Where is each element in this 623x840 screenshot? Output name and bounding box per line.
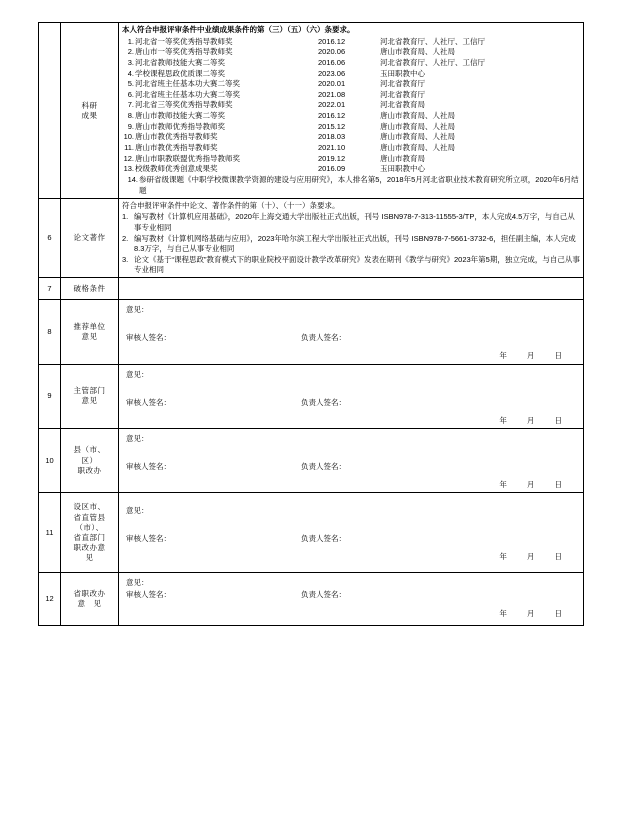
achievement-index: 14. — [127, 174, 138, 184]
achievement-name: 河北省教师技能大赛二等奖 — [135, 57, 225, 67]
achievement-item — [122, 58, 580, 69]
row-label-supervising-dept — [61, 364, 119, 428]
achievement-text: 参研省级课题《中职学校微课教学资源的建设与应用研究》，本人排名第5，2018年5月河北省职业技术教育研究所立项，2020年6月结题 — [139, 174, 579, 195]
row-label-city-office — [61, 493, 119, 573]
signature-block-province-office — [119, 573, 584, 626]
achievement-name: 学校课程思政优质课二等奖 — [135, 68, 225, 78]
date-year: 年 — [499, 351, 507, 361]
paper-item — [122, 212, 580, 232]
row-number-recommend-unit: 8 — [39, 300, 61, 364]
achievement-name: 唐山市职教联盟优秀指导教师奖 — [135, 153, 240, 163]
row-label-recommend-unit — [61, 300, 119, 364]
achievement-name: 唐山市教师技能大赛二等奖 — [135, 111, 225, 121]
achievement-index: 2. — [127, 47, 134, 57]
achievement-item — [122, 79, 580, 90]
reviewer-signature-label: 审核人签名： — [126, 333, 171, 343]
achievement-item — [122, 90, 580, 101]
achievement-item — [122, 111, 580, 122]
label-line: 意见 — [81, 396, 98, 406]
signature-block-supervising-dept — [119, 364, 584, 428]
label-line: 见 — [85, 553, 94, 562]
opinion-label: 意见： — [126, 305, 149, 315]
reviewer-signature-label: 审核人签名： — [126, 534, 171, 544]
label-line: 推荐单位 — [73, 321, 106, 331]
label-line: 省职改办 — [73, 589, 106, 599]
label-line: 省直管县 — [73, 512, 106, 522]
label-line: 职改办 — [77, 465, 102, 475]
achievement-item — [122, 37, 580, 48]
achievements-content — [119, 23, 584, 199]
table-row-signature-8 — [39, 300, 584, 364]
date-year: 年 — [499, 415, 507, 425]
achievement-date: 2015.12 — [318, 121, 346, 131]
date-line — [122, 609, 580, 619]
date-month: 月 — [526, 415, 535, 425]
date-line — [122, 351, 580, 361]
table-row-signature-10 — [39, 428, 584, 492]
row-number-cell — [39, 23, 61, 199]
evaluation-form-table — [38, 22, 584, 626]
papers-heading: 符合申报评审条件中论文、著作条件的第（十）、（十一）条要求。 — [122, 201, 340, 211]
achievement-name: 河北省一等奖优秀指导教师奖 — [135, 36, 233, 46]
paper-index: 2. — [122, 233, 129, 243]
table-row-signature-12 — [39, 573, 584, 626]
achievement-org: 河北省教育厅、人社厅、工信厅 — [380, 36, 485, 46]
achievement-date: 2018.03 — [318, 132, 346, 142]
table-row-achievements — [39, 23, 584, 199]
achievement-index: 9. — [127, 121, 134, 131]
achievement-index: 11. — [124, 143, 134, 153]
table-row-papers — [39, 199, 584, 278]
achievement-org: 唐山市教育局 — [380, 153, 425, 163]
row-number-province-office: 12 — [39, 573, 61, 626]
date-year: 年 — [499, 480, 507, 490]
achievement-item — [122, 132, 580, 143]
date-day: 日 — [554, 608, 562, 618]
paper-item — [122, 234, 580, 254]
label-line: 意 见 — [77, 599, 102, 609]
paper-text: 编写教材《计算机应用基础》，2020年上海交通大学出版社正式出版，刊号 ISBN978-7-313-11555-3/TP，本人完成4.5万字，与自己从事专业相同 — [134, 212, 575, 232]
date-month: 月 — [526, 608, 535, 618]
date-day: 日 — [554, 415, 562, 425]
achievement-org: 河北省教育局 — [380, 100, 425, 110]
achievement-date: 2016.06 — [318, 57, 346, 67]
responsible-signature-label: 负责人签名： — [301, 397, 346, 407]
achievement-name: 唐山市一等奖优秀指导教师奖 — [135, 47, 233, 57]
achievement-name: 唐山市教优秀指导教师奖 — [135, 132, 218, 142]
achievement-item — [122, 164, 580, 175]
achievement-date: 2023.06 — [318, 68, 346, 78]
opinion-label: 意见： — [126, 369, 149, 379]
achievement-org: 唐山市教育局、人社局 — [380, 111, 455, 121]
reviewer-signature-label: 审核人签名： — [126, 590, 171, 600]
achievement-index: 10. — [123, 132, 134, 142]
reviewer-signature-label: 审核人签名： — [126, 397, 171, 407]
label-line: （市）、 — [75, 522, 104, 532]
table-row-exception — [39, 278, 584, 300]
achievement-item — [122, 122, 580, 133]
date-year: 年 — [499, 608, 507, 618]
signature-block-recommend-unit — [119, 300, 584, 364]
row-label-exception: 破格条件 — [61, 278, 119, 300]
achievement-index: 4. — [127, 68, 134, 78]
achievement-index: 12. — [123, 153, 134, 163]
achievement-name: 河北省三等奖优秀指导教师奖 — [135, 100, 233, 110]
achievement-date: 2016.09 — [318, 164, 346, 174]
achievement-date: 2020.06 — [318, 47, 346, 57]
paper-item — [122, 255, 580, 275]
label-line: 县（市、 — [73, 445, 106, 455]
opinion-label: 意见： — [126, 433, 149, 443]
date-month: 月 — [526, 552, 535, 562]
paper-index: 3. — [122, 254, 129, 264]
achievements-heading: 本人符合申报评审条件中业绩成果条件的第（三）（五）（六）条要求。 — [122, 25, 355, 34]
label-line: 设区市、 — [73, 502, 106, 512]
achievement-index: 13. — [123, 164, 134, 174]
achievement-date: 2019.12 — [318, 153, 346, 163]
achievement-date: 2022.01 — [318, 100, 346, 110]
date-month: 月 — [526, 480, 535, 490]
achievement-item — [122, 154, 580, 165]
achievement-name: 唐山市教优秀指导教师奖 — [135, 143, 218, 153]
table-row-signature-11 — [39, 493, 584, 573]
achievement-org: 唐山市教育局、人社局 — [380, 143, 455, 153]
achievement-date: 2016.12 — [318, 111, 346, 121]
date-day: 日 — [554, 552, 562, 562]
achievement-date: 2020.01 — [318, 79, 346, 89]
achievement-name: 唐山市教师优秀指导教师奖 — [135, 121, 225, 131]
achievement-name: 河北省班主任基本功大赛二等奖 — [135, 89, 240, 99]
row-number-papers: 6 — [39, 199, 61, 278]
reviewer-signature-label: 审核人签名： — [126, 462, 171, 471]
achievement-index: 6. — [127, 89, 134, 99]
label-line: 省直部门 — [73, 532, 106, 542]
responsible-signature-label: 负责人签名： — [301, 462, 346, 471]
papers-content — [119, 199, 584, 278]
achievement-name: 河北省班主任基本功大赛二等奖 — [135, 79, 240, 89]
achievement-date: 2021.10 — [318, 143, 346, 153]
label-line: 成果 — [81, 110, 98, 120]
achievement-index: 3. — [127, 57, 134, 67]
achievement-org: 唐山市教育局、人社局 — [380, 132, 455, 142]
label-line: 主管部门 — [73, 386, 106, 396]
label-line: 科研 — [81, 100, 98, 110]
achievement-org: 唐山市教育局、人社局 — [380, 121, 455, 131]
row-label-papers: 论文著作 — [61, 199, 119, 278]
achievement-item — [122, 47, 580, 58]
achievement-item-long — [122, 175, 580, 196]
row-number-county-office: 10 — [39, 428, 61, 492]
date-month: 月 — [526, 351, 535, 361]
date-line — [122, 416, 580, 426]
label-line: 职改办意 — [73, 542, 106, 552]
achievement-index: 1. — [127, 36, 134, 46]
date-year: 年 — [499, 552, 507, 562]
table-row-signature-9 — [39, 364, 584, 428]
responsible-signature-label: 负责人签名： — [301, 534, 346, 544]
achievement-item — [122, 69, 580, 80]
opinion-label: 意见： — [126, 506, 149, 516]
paper-text: 论文《基于“课程思政”教育模式下的职业院校平面设计教学改革研究》发表在期刊《教学与研究》2023年第5期，独立完成，与自己从事专业相同 — [134, 254, 580, 274]
achievement-date: 2021.08 — [318, 89, 346, 99]
achievement-index: 7. — [127, 100, 134, 110]
achievement-item — [122, 143, 580, 154]
achievement-org: 唐山市教育局、人社局 — [380, 47, 455, 57]
signature-block-city-office — [119, 493, 584, 573]
responsible-signature-label: 负责人签名： — [301, 333, 346, 343]
exception-content — [119, 278, 584, 300]
paper-text: 编写教材《计算机网络基础与应用》，2023年哈尔滨工程大学出版社正式出版，刊号 ISBN978-7-5661-3732-6，担任副主编，本人完成8.3万字，与自己从事专业相同 — [134, 233, 576, 253]
label-line: 区） — [81, 455, 98, 465]
row-number-city-office: 11 — [39, 493, 61, 573]
achievement-date: 2016.12 — [318, 36, 346, 46]
row-number-supervising-dept: 9 — [39, 364, 61, 428]
row-label-province-office — [61, 573, 119, 626]
achievement-org: 玉田职教中心 — [380, 68, 425, 78]
row-label-county-office — [61, 428, 119, 492]
date-day: 日 — [554, 480, 562, 490]
row-number-exception: 7 — [39, 278, 61, 300]
date-line — [122, 480, 580, 490]
achievement-index: 8. — [127, 111, 134, 121]
achievement-org: 玉田职教中心 — [380, 164, 425, 174]
achievement-org: 河北省教育厅 — [380, 89, 425, 99]
row-label-achievements — [61, 23, 119, 199]
achievement-org: 河北省教育厅 — [380, 79, 425, 89]
responsible-signature-label: 负责人签名： — [301, 590, 346, 600]
achievement-org: 河北省教育厅、人社厅、工信厅 — [380, 57, 485, 67]
achievement-index: 5. — [127, 79, 134, 89]
paper-index: 1. — [122, 212, 129, 222]
opinion-label: 意见： — [126, 578, 149, 588]
label-line: 意见 — [81, 331, 98, 341]
achievement-item — [122, 100, 580, 111]
date-day: 日 — [554, 351, 562, 361]
date-line — [122, 552, 580, 562]
achievement-name: 校级教师优秀创意成果奖 — [135, 164, 218, 174]
signature-block-county-office — [119, 428, 584, 492]
